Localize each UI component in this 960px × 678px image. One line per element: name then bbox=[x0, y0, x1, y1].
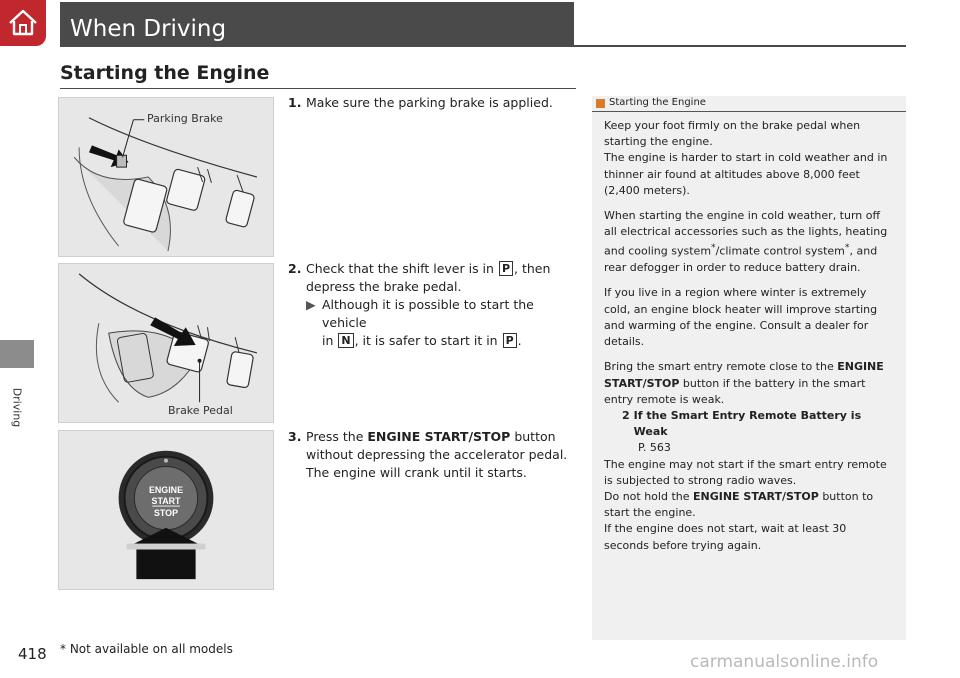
step-2-number: 2. bbox=[288, 261, 302, 276]
step-3-text-a: Press the bbox=[306, 429, 364, 444]
engine-button-text-3: STOP bbox=[153, 507, 179, 518]
step-2-note-c: , it is safer to start it in bbox=[354, 333, 498, 348]
home-button[interactable] bbox=[0, 0, 46, 46]
engine-start-figure bbox=[58, 430, 274, 590]
shift-position-p-2: P bbox=[503, 333, 517, 348]
footnote: * Not available on all models bbox=[60, 642, 233, 656]
notes-panel bbox=[592, 96, 906, 640]
step-1 bbox=[288, 94, 578, 112]
title-rule bbox=[60, 45, 906, 47]
shift-position-p: P bbox=[499, 261, 513, 276]
notes-heading bbox=[592, 96, 906, 112]
reference-page: P. 563 bbox=[638, 441, 671, 455]
chapter-label: Driving bbox=[10, 387, 24, 427]
triangle-arrow-icon: ▶ bbox=[306, 297, 316, 312]
memo-icon bbox=[596, 99, 605, 108]
step-1-number: 1. bbox=[288, 95, 302, 110]
step-2-text-c: depress the brake pedal. bbox=[306, 279, 462, 294]
page-number: 418 bbox=[18, 645, 47, 663]
note-p3: When starting the engine in cold weather, turn off all electrical accessories such as the lights, heating and cooling system*/climate control system*, and rear defogger in order to reduce battery drain. bbox=[604, 209, 888, 275]
note-p1: Keep your foot firmly on the brake pedal when starting the engine. bbox=[604, 119, 861, 149]
step-3-bold: ENGINE START/STOP bbox=[367, 429, 511, 444]
engine-button-text-1: ENGINE bbox=[148, 485, 184, 496]
note-p5: Bring the smart entry remote close to the ENGINE START/STOP button if the battery in the smart entry remote is weak. bbox=[604, 360, 884, 406]
shift-position-n: N bbox=[338, 333, 353, 348]
notes-heading-text: Starting the Engine bbox=[609, 97, 706, 109]
brake-pedal-label: Brake Pedal bbox=[168, 404, 233, 417]
home-icon bbox=[6, 6, 40, 40]
brake-pedal-figure bbox=[58, 263, 274, 423]
step-2-note-d: . bbox=[517, 333, 522, 348]
chapter-tab[interactable] bbox=[0, 340, 34, 368]
note-p4: If you live in a region where winter is extremely cold, an engine block heater will improve starting and warming of the engine. Consult a dealer for details. bbox=[604, 286, 878, 349]
note-p2: The engine is harder to start in cold weather and in thinner air found at altitudes above 8,000 feet (2,400 meters). bbox=[604, 151, 888, 197]
step-2-note-a: Although it is possible to start the vehicle bbox=[322, 297, 534, 330]
reference-arrow-icon: 2 bbox=[622, 408, 630, 422]
note-p7: Do not hold the ENGINE START/STOP button to start the engine. bbox=[604, 489, 874, 520]
section-title: Starting the Engine bbox=[60, 62, 270, 84]
step-2 bbox=[288, 260, 578, 350]
watermark: carmanualsonline.info bbox=[690, 652, 879, 672]
note-p8: If the engine does not start, wait at least 30 seconds before trying again. bbox=[604, 522, 847, 552]
step-3 bbox=[288, 428, 578, 482]
step-2-text-a: Check that the shift lever is in bbox=[306, 261, 494, 276]
step-2-note bbox=[288, 296, 578, 350]
step-3-number: 3. bbox=[288, 429, 302, 444]
parking-brake-label: Parking Brake bbox=[147, 112, 223, 125]
engine-start-illustration bbox=[59, 431, 273, 589]
step-1-text: Make sure the parking brake is applied. bbox=[306, 95, 553, 110]
battery-weak-reference-link[interactable] bbox=[604, 408, 894, 440]
reference-title: If the Smart Entry Remote Battery is Weak bbox=[633, 408, 862, 439]
parking-brake-figure bbox=[58, 97, 274, 257]
step-3-text-d: The engine will crank until it starts. bbox=[306, 465, 527, 480]
page-title: When Driving bbox=[70, 16, 227, 42]
brake-pedal-illustration bbox=[59, 264, 273, 422]
engine-button-text-2: START bbox=[151, 496, 181, 507]
step-3-text-b: button bbox=[514, 429, 556, 444]
step-3-text-c: without depressing the accelerator pedal. bbox=[306, 447, 568, 462]
step-2-note-b: in bbox=[322, 333, 334, 348]
step-2-text-b: , then bbox=[514, 261, 551, 276]
title-bar bbox=[60, 2, 574, 46]
note-p6: The engine may not start if the smart entry remote is subjected to strong radio waves. bbox=[604, 457, 887, 487]
section-rule bbox=[60, 88, 576, 89]
